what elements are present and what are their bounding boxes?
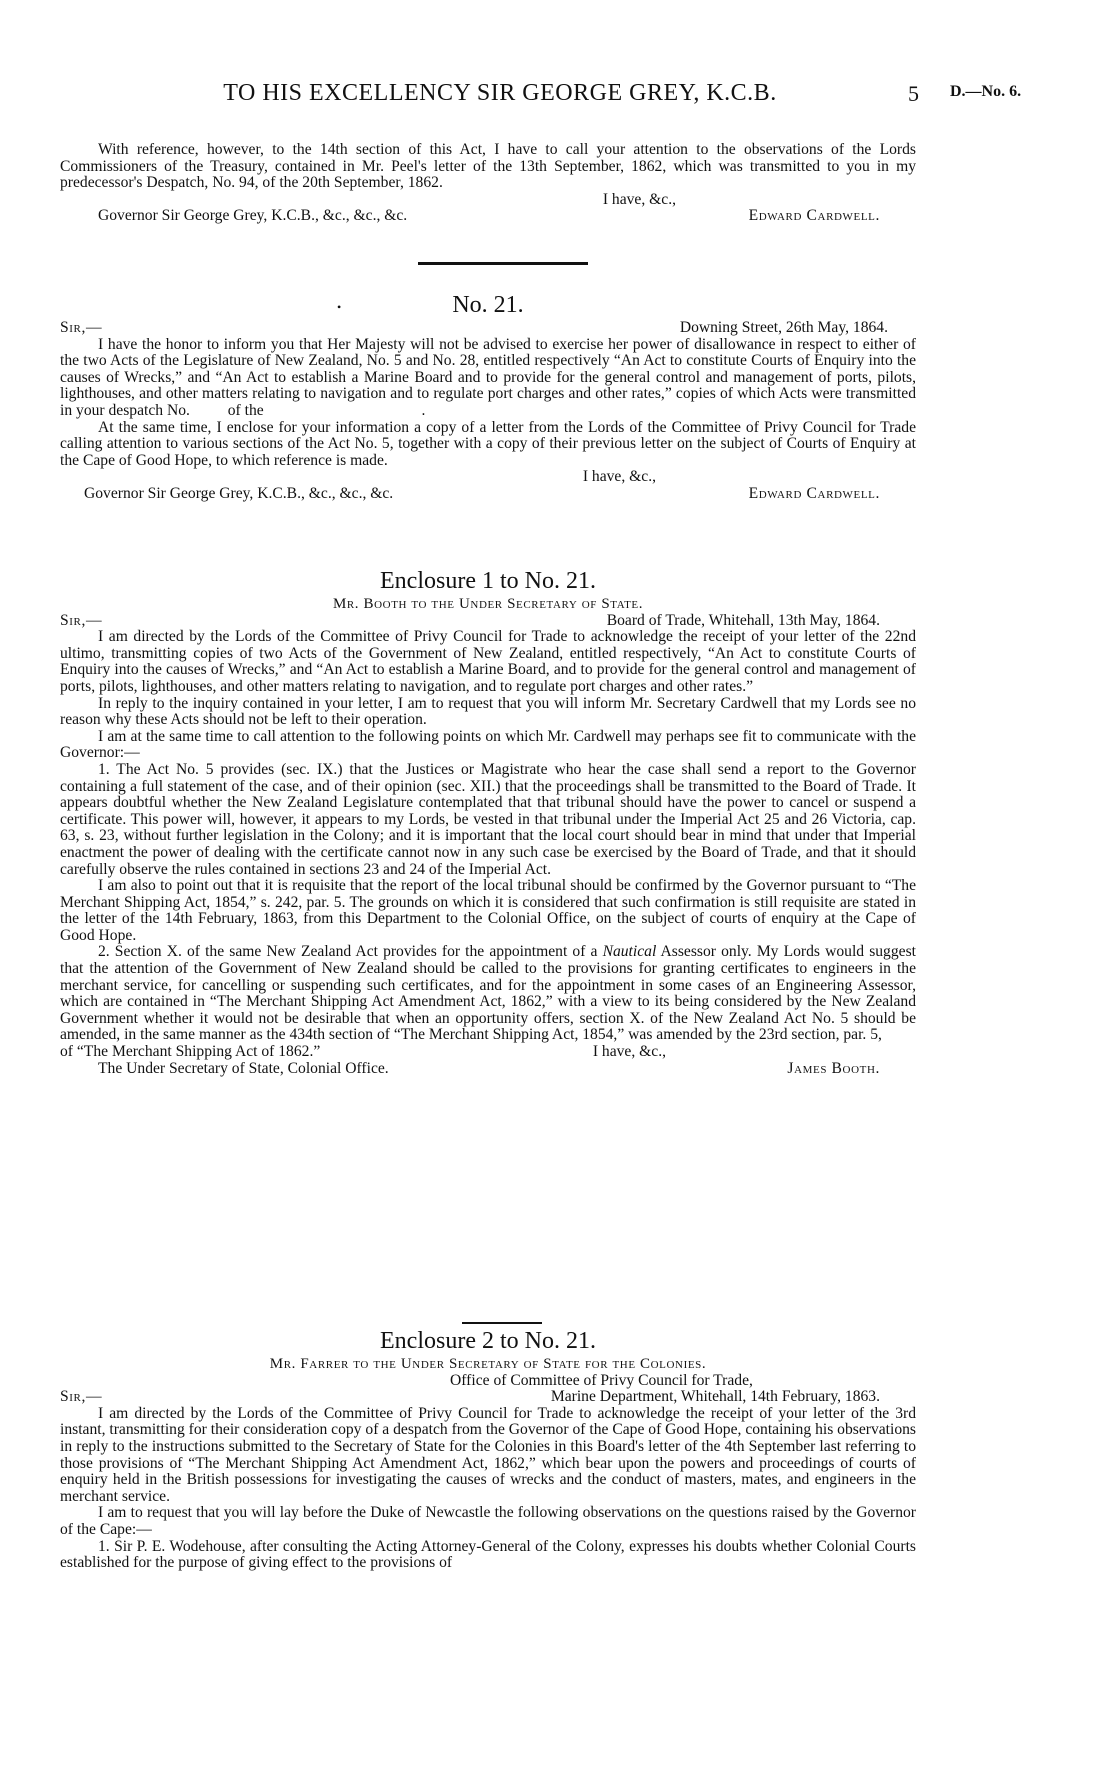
intro-signoff-row <box>60 208 916 225</box>
enclosure-2-title: Enclosure 2 to No. 21. <box>380 1328 596 1354</box>
enclosure-1-signature: James Booth. <box>787 1059 880 1077</box>
intro-closing: I have, &c., <box>602 190 676 208</box>
running-title: TO HIS EXCELLENCY SIR GEORGE GREY, K.C.B. <box>223 80 777 106</box>
enclosure-1-from: Mr. Booth to the Under Secretary of State. <box>332 596 644 612</box>
no21-title: No. 21. <box>452 292 524 318</box>
enclosure-1-paragraph-4: 1. The Act No. 5 provides (sec. IX.) that the Justices or Magistrate who hear the case shall send a report to the Governor containing a full statement of the case, and of their opinion (sec. XII.) that the proceedings shall be transmitted to the Board of Trade. It appears doubtful whether the New Zealand Legislature contemplated that that tribunal should have the power to cancel or suspend a certificate. This power will, however, it appears to my Lords, be vested in that tribunal under the Imperial Act 25 and 26 Victoria, cap. 63, s. 23, without further legislation in the Colony; and it is important that the local court should bear in mind that under that Imperial enactment the power of dealing with the certificate cannot now in any such case be exercised by the Board of Trade, and that it should carefully observe the rules contained in sections 23 and 24 of the Imperial Act. <box>60 760 916 878</box>
enclosure-2-from: Mr. Farrer to the Under Secretary of State for the Colonies. <box>269 1356 707 1372</box>
enclosure-1-section <box>60 566 916 1077</box>
no21-salutation: Sir,— <box>60 319 103 336</box>
enclosure-2-dateline-row <box>60 1389 916 1406</box>
intro-signature: Edward Cardwell. <box>748 207 880 225</box>
enclosure-1-dateline-row <box>60 613 916 630</box>
no21-paragraph-1: I have the honor to inform you that Her Majesty will not be advised to exercise her power of disallowance in respect to either of the two Acts of the Legislature of New Zealand, No. 5 and No. 28, entitled respectively “An Act to constitute Courts of Enquiry into the causes of Wrecks,” and “An Act to establish a Marine Board and to provide for the general control and management of ports, pilots, lighthouses, and other matters relating to navigation and to regulate port charges and other rates,” copies of which Acts were transmitted in your despatch No. of the . <box>60 335 916 419</box>
enclosure-divider <box>462 1322 542 1324</box>
no21-closing-row <box>60 469 916 486</box>
enclosure-1-paragraph-3: I am at the same time to call attention to the following points on which Mr. Cardwell may perhaps see fit to communicate with the Governor:— <box>60 727 916 762</box>
enclosure-1-closing-row <box>60 1044 916 1061</box>
enclosure-1-addressee: The Under Secretary of State, Colonial Office. <box>98 1059 389 1077</box>
document-reference: D.—No. 6. <box>950 83 1022 100</box>
enclosure-2-salutation: Sir,— <box>60 1388 103 1406</box>
intro-closing-row <box>60 192 916 209</box>
enclosure-1-paragraph-5: I am also to point out that it is requisite that the report of the local tribunal should be confirmed by the Governor pursuant to “The Merchant Shipping Act, 1854,” s. 242, par. 5. The grounds on which it is considered that such confirmation is still requisite are stated in the letter of the 14th February, 1863, from this Department to the Colonial Office, on the subject of courts of enquiry at the Cape of Good Hope. <box>60 877 916 944</box>
enclosure-1-title: Enclosure 1 to No. 21. <box>380 568 596 594</box>
no21-paragraph-2: At the same time, I enclose for your information a copy of a letter from the Lords of the Committee of Privy Council for Trade calling attention to various sections of the Act No. 5, together with a copy of their previous letter on the subject of Courts of Enquiry at the Cape of Good Hope, to which reference is made. <box>60 418 916 469</box>
enclosure-1-paragraph-6: 2. Section X. of the same New Zealand Act provides for the appointment of a Nautical Assessor only. My Lords would suggest that the attention of the Government of New Zealand should be called to the provisions for granting certificates to engineers in the merchant service, for cancelling or suspending such certificates, and for the appointment in some cases of an Engineering Assessor, which are contained in “The Merchant Shipping Act Amendment Act, 1862,” with a view to its being considered by the New Zealand Government whether it would not be desirable that when an opportunity offers, section X. of the New Zealand Act No. 5 should be amended, in the same manner as the 434th section of “The Merchant Shipping Act, 1854,” was amended by the 23rd section, par. 5, <box>60 943 916 1044</box>
bullet-mark: • <box>337 300 342 314</box>
intro-paragraph: With reference, however, to the 14th section of this Act, I have to call your attention to the observations of the Lords Commissioners of the Treasury, contained in Mr. Peel's letter of the 13th September, 1862, which was transmitted to you in my predecessor's Despatch, No. 94, of the 20th September, 1862. <box>60 141 916 192</box>
no21-signoff-row <box>60 486 916 503</box>
no21-dateline: Downing Street, 26th May, 1864. <box>679 319 888 336</box>
no21-closing: I have, &c., <box>582 468 656 486</box>
no21-signature: Edward Cardwell. <box>748 484 880 502</box>
no21-dateline-row <box>60 320 916 337</box>
enclosure-1-signoff-row <box>60 1061 916 1078</box>
enclosure-1-paragraph-2: In reply to the inquiry contained in your letter, I am to request that you will inform Mr. Secretary Cardwell that my Lords see no reason why these Acts should not be left to their operation. <box>60 694 916 729</box>
enclosure-1-closing: I have, &c., <box>592 1043 666 1061</box>
no21-addressee: Governor Sir George Grey, K.C.B., &c., &c., &c. <box>84 484 394 502</box>
section-divider <box>418 262 588 265</box>
enclosure-2-paragraph-2: I am to request that you will lay before the Duke of Newcastle the following observations on the questions raised by the Governor of the Cape:— <box>60 1504 916 1538</box>
enclosure-1-salutation: Sir,— <box>60 611 103 629</box>
enclosure-1-paragraph-1: I am directed by the Lords of the Committee of Privy Council for Trade to acknowledge the receipt of your letter of the 22nd ultimo, transmitting copies of two Acts of the Government of New Zealand, entitled respectively, “An Act to constitute Courts of Enquiry into the causes of Wrecks,” and “An Act to establish a Marine Board, and to provide for the general control and management of ports, pilots, lighthouses, and other matters relating to navigation, and to regulate port charges and other rates.” <box>60 628 916 695</box>
enclosure-1-last-line: of “The Merchant Shipping Act of 1862.” <box>60 1043 321 1061</box>
enclosure-2-paragraph-1: I am directed by the Lords of the Committee of Privy Council for Trade to acknowledge the receipt of your letter of the 3rd instant, transmitting for their consideration copy of a despatch from the Governor of the Cape of Good Hope, containing his observations in reply to the instructions submitted to the Secretary of State for the Colonies in this Board's letter of the 4th September last referring to those provisions of “The Merchant Shipping Act Amendment Act, 1862,” which bear upon the powers and proceedings of courts of enquiry held in the British possessions for investigating the causes of wrecks and the conduct of masters, mates, and engineers in the merchant service. <box>60 1404 916 1505</box>
intro-addressee: Governor Sir George Grey, K.C.B., &c., &c., &c. <box>98 207 408 225</box>
intro-section <box>60 142 916 225</box>
page-header <box>0 80 1114 110</box>
enclosure-2-office-line-2: Marine Department, Whitehall, 14th February, 1863. <box>550 1388 880 1406</box>
page-number: 5 <box>908 81 919 106</box>
enclosure-2-section <box>60 1326 916 1572</box>
enclosure-1-dateline: Board of Trade, Whitehall, 13th May, 1864. <box>606 611 880 629</box>
enclosure-2-office-line-1: Office of Committee of Privy Council for Trade, <box>450 1371 753 1389</box>
no21-section <box>60 290 916 503</box>
enclosure-2-paragraph-3: 1. Sir P. E. Wodehouse, after consulting the Acting Attorney-General of the Colony, expresses his doubts whether Colonial Courts established for the purpose of giving effect to the provisions of <box>60 1537 916 1572</box>
